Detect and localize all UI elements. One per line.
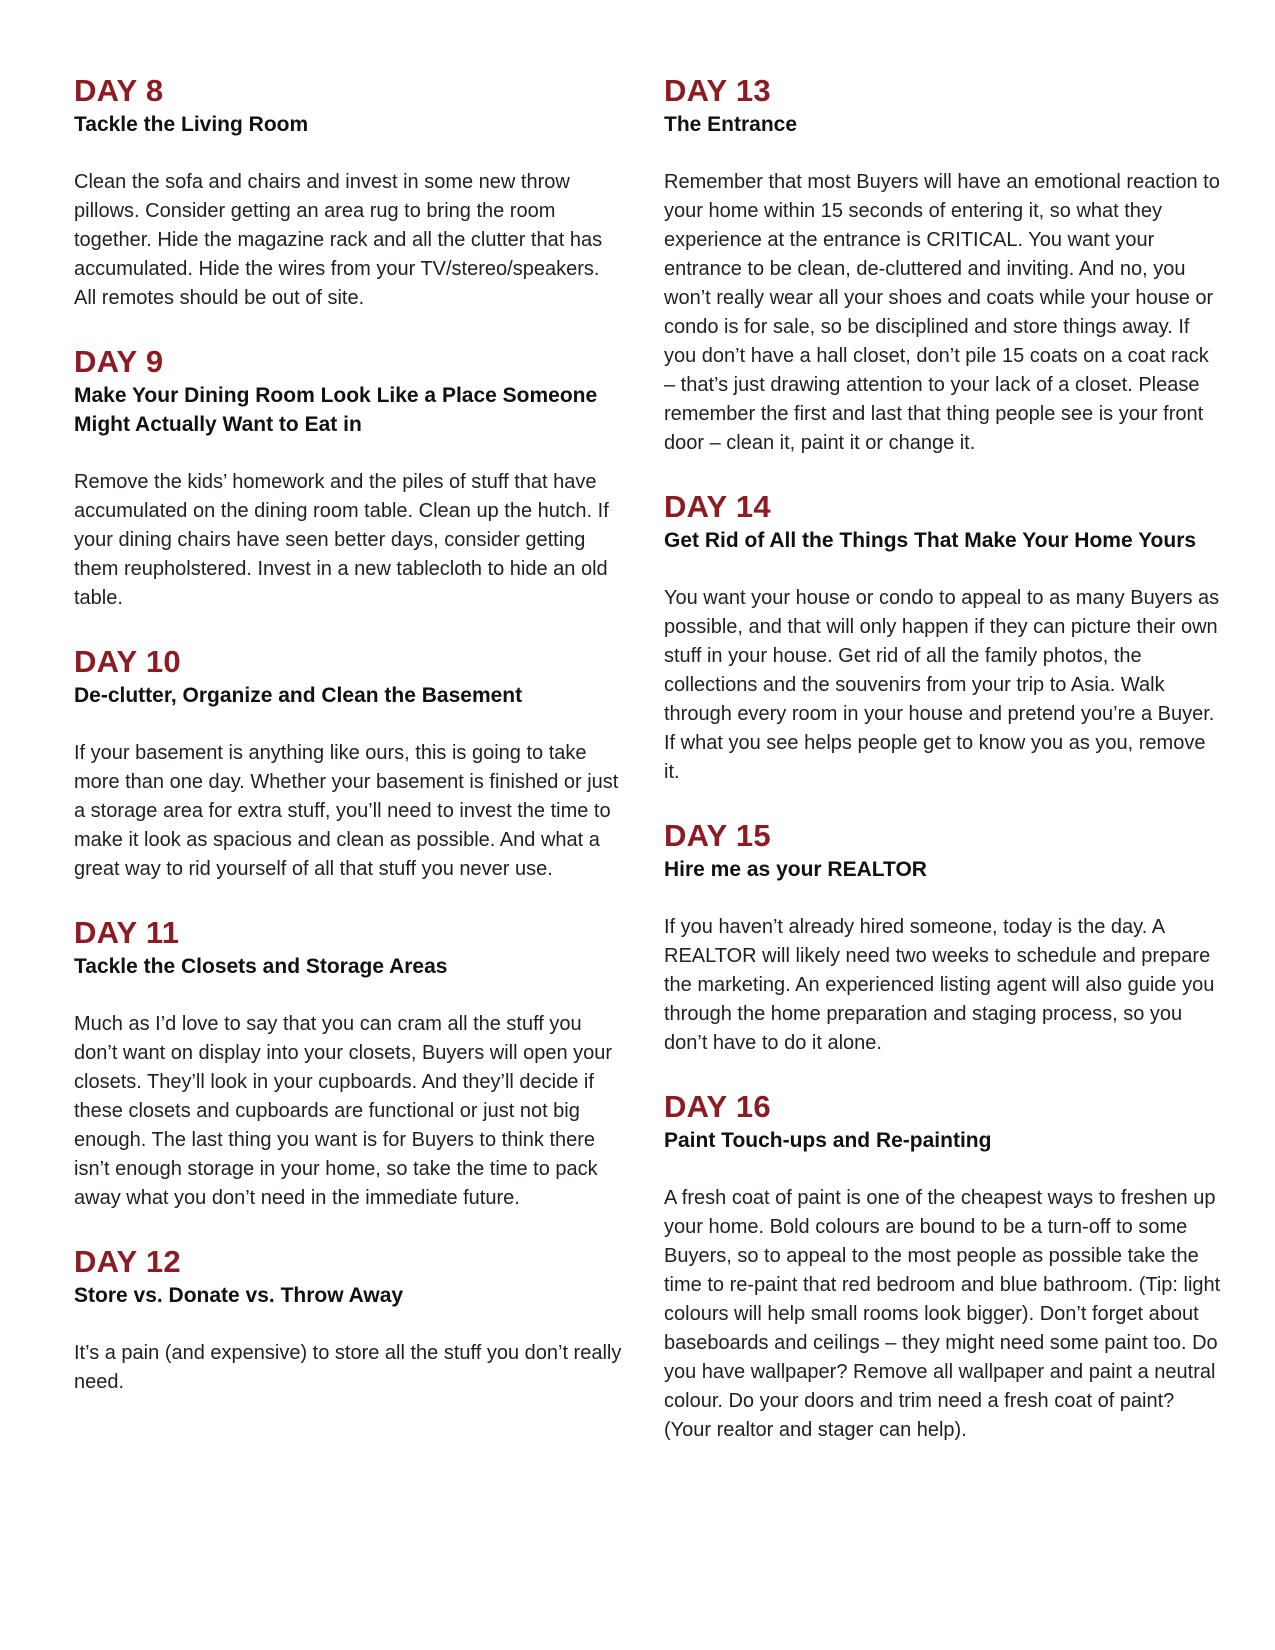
day-title: Tackle the Closets and Storage Areas (74, 955, 448, 978)
day-body: You want your house or condo to appeal to as many Buyers as possible, and that will only happen if they can picture their own stuff in your house. Get rid of all the family photos, the collections and the souvenirs from your trip to Asia. Walk through every room in your house and pretend you’re a Buyer. If what you see helps people get to know you as you, remove it. (664, 587, 1220, 783)
day-14-section (664, 488, 1224, 787)
day-heading: DAY 16 (664, 1089, 771, 1124)
day-body: Clean the sofa and chairs and invest in some new throw pillows. Consider getting an area rug to bring the room together. Hide the magazine rack and all the clutter that has accumulated. Hide the wires from your TV/stereo/speakers. All remotes should be out of site. (74, 171, 603, 309)
day-title: Get Rid of All the Things That Make Your Home Yours (664, 529, 1197, 552)
day-heading: DAY 14 (664, 489, 771, 524)
day-9-section (74, 343, 622, 613)
right-column (664, 72, 1224, 1475)
day-8-section (74, 72, 622, 313)
day-title: Store vs. Donate vs. Throw Away (74, 1284, 404, 1307)
day-body: It’s a pain (and expensive) to store all the stuff you don’t really need. (74, 1342, 622, 1393)
day-heading: DAY 11 (74, 915, 180, 950)
day-title: The Entrance (664, 113, 798, 136)
day-body: If your basement is anything like ours, this is going to take more than one day. Whether your basement is finished or just a storage area for extra stuff, you’ll need to invest the time to make it look as spacious and clean as possible. And what a great way to rid yourself of all that stuff you never use. (74, 742, 619, 880)
day-heading: DAY 15 (664, 818, 771, 853)
day-title: Make Your Dining Room Look Like a Place Someone Might Actually Want to Eat in (74, 384, 598, 436)
day-heading: DAY 8 (74, 73, 164, 108)
day-body: Remove the kids’ homework and the piles of stuff that have accumulated on the dining room table. Clean up the hutch. If your dining chairs have seen better days, consider getting them reupholstered. Invest in a new tablecloth to hide an old table. (74, 471, 609, 609)
day-title: Tackle the Living Room (74, 113, 309, 136)
day-heading: DAY 12 (74, 1244, 181, 1279)
day-16-section (664, 1088, 1224, 1445)
day-body: Much as I’d love to say that you can cram all the stuff you don’t want on display into your closets, Buyers will open your closets. They’ll look in your cupboards. And they’ll decide if these closets and cupboards are functional or just not big enough. The last thing you want is for Buyers to think there isn’t enough storage in your home, so take the time to pack away what you don’t need in the immediate future. (74, 1013, 613, 1209)
day-body: Remember that most Buyers will have an emotional reaction to your home within 15 seconds of entering it, so what they experience at the entrance is CRITICAL. You want your entrance to be clean, de-cluttered and inviting. And no, you won’t really wear all your shoes and coats while your house or condo is for sale, so be disciplined and store things away. If you don’t have a hall closet, don’t pile 15 coats on a coat rack – that’s just drawing attention to your lack of a closet. Please remember the first and last that thing people see is your front door – clean it, paint it or change it. (664, 171, 1220, 454)
day-11-section (74, 914, 622, 1213)
day-12-section (74, 1243, 622, 1397)
day-10-section (74, 643, 622, 884)
day-13-section (664, 72, 1224, 458)
day-title: De-clutter, Organize and Clean the Basement (74, 684, 523, 707)
day-body: A fresh coat of paint is one of the cheapest ways to freshen up your home. Bold colours are bound to be a turn-off to some Buyers, so to appeal to the most people as possible take the time to re-paint that red bedroom and blue bathroom. (Tip: light colours will help small rooms look bigger). Don’t forget about baseboards and ceilings – they might need some paint too. Do you have wallpaper? Remove all wallpaper and paint a neutral colour. Do your doors and trim need a fresh coat of paint? (Your realtor and stager can help). (664, 1187, 1221, 1441)
day-heading: DAY 13 (664, 73, 771, 108)
day-heading: DAY 10 (74, 644, 181, 679)
day-heading: DAY 9 (74, 344, 164, 379)
day-title: Paint Touch-ups and Re-painting (664, 1129, 992, 1152)
day-title: Hire me as your REALTOR (664, 858, 927, 881)
day-body: If you haven’t already hired someone, today is the day. A REALTOR will likely need two weeks to schedule and prepare the marketing. An experienced listing agent will also guide you through the home preparation and staging process, so you don’t have to do it alone. (664, 916, 1215, 1054)
left-column (74, 72, 622, 1427)
day-15-section (664, 817, 1224, 1058)
